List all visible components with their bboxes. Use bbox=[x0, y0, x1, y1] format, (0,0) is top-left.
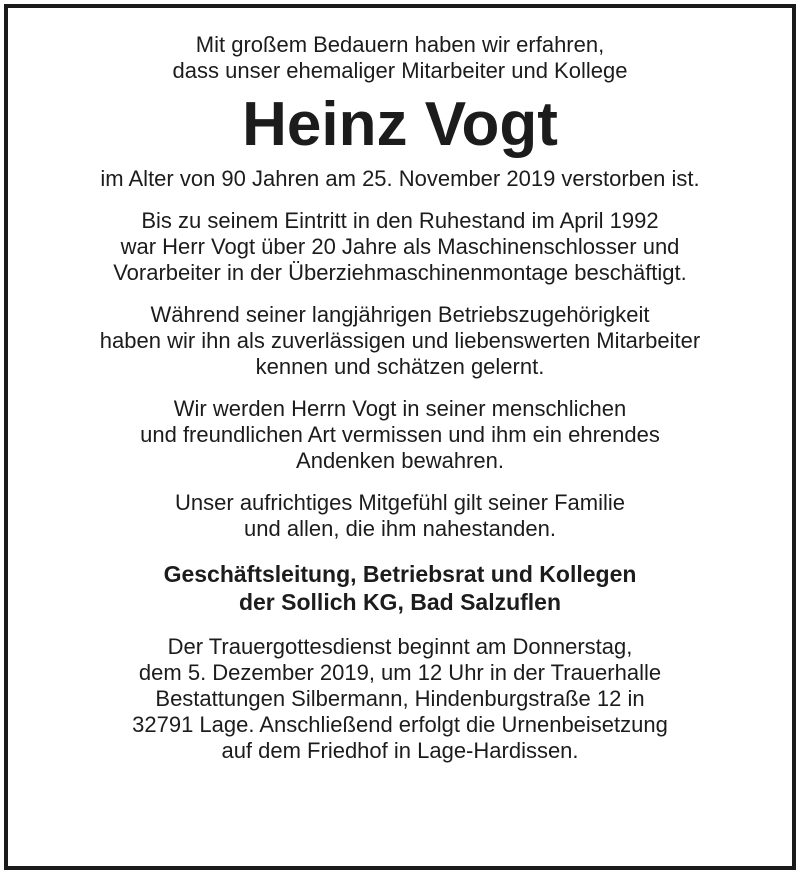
condolence-line: Unser aufrichtiges Mitgefühl gilt seiner Familie bbox=[175, 490, 625, 515]
career-line: Bis zu seinem Eintritt in den Ruhestand im April 1992 bbox=[141, 208, 659, 233]
deceased-name: Heinz Vogt bbox=[242, 90, 558, 159]
death-notice bbox=[8, 166, 792, 192]
remembrance-paragraph bbox=[8, 396, 792, 474]
service-line: auf dem Friedhof in Lage-Hardissen. bbox=[221, 738, 579, 763]
appreciation-line: haben wir ihn als zuverlässigen und liebenswerten Mitarbeiter bbox=[99, 328, 701, 353]
intro-text bbox=[8, 32, 792, 84]
signature-line: Geschäftsleitung, Betriebsrat und Kollegen bbox=[163, 561, 637, 587]
appreciation-line: kennen und schätzen gelernt. bbox=[255, 354, 545, 379]
service-line: Bestattungen Silbermann, Hindenburgstraße 12 in bbox=[155, 686, 645, 711]
career-paragraph bbox=[8, 208, 792, 286]
condolence-paragraph bbox=[8, 490, 792, 542]
service-paragraph bbox=[8, 634, 792, 764]
death-notice-line: im Alter von 90 Jahren am 25. November 2019 verstorben ist. bbox=[100, 166, 700, 191]
career-line: Vorarbeiter in der Überziehmaschinenmontage beschäftigt. bbox=[113, 260, 687, 285]
signature-line: der Sollich KG, Bad Salzuflen bbox=[238, 589, 562, 615]
appreciation-line: Während seiner langjährigen Betriebszugehörigkeit bbox=[150, 302, 650, 327]
signature-block bbox=[8, 560, 792, 616]
remembrance-line: Wir werden Herrn Vogt in seiner menschlichen bbox=[173, 396, 627, 421]
appreciation-paragraph bbox=[8, 302, 792, 380]
career-line: war Herr Vogt über 20 Jahre als Maschinenschlosser und bbox=[120, 234, 680, 259]
obituary-content bbox=[8, 32, 792, 764]
service-line: 32791 Lage. Anschließend erfolgt die Urnenbeisetzung bbox=[132, 712, 668, 737]
remembrance-line: Andenken bewahren. bbox=[296, 448, 504, 473]
remembrance-line: und freundlichen Art vermissen und ihm ein ehrendes bbox=[140, 422, 660, 447]
intro-line: dass unser ehemaliger Mitarbeiter und Kollege bbox=[172, 58, 628, 83]
service-line: Der Trauergottesdienst beginnt am Donnerstag, bbox=[167, 634, 633, 659]
intro-line: Mit großem Bedauern haben wir erfahren, bbox=[195, 32, 605, 57]
service-line: dem 5. Dezember 2019, um 12 Uhr in der Trauerhalle bbox=[138, 660, 662, 685]
obituary-frame bbox=[4, 4, 796, 870]
condolence-line: und allen, die ihm nahestanden. bbox=[244, 516, 556, 541]
